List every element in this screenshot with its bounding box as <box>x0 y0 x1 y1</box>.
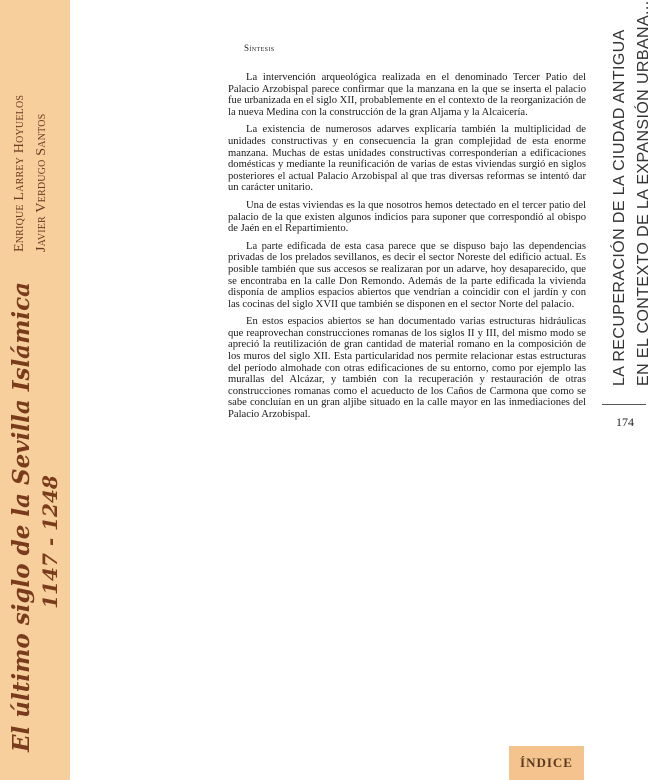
section-label: Síntesis <box>244 43 275 53</box>
running-head-line-2: EN EL CONTEXTO DE LA EXPANSIÓN URBANA... <box>635 0 652 386</box>
book-years: 1147 - 1248 <box>38 475 62 609</box>
author-1: Enrique Larrey Hoyuelos <box>12 94 27 252</box>
paragraph-3: Una de estas viviendas es la que nosotros hemos detectado en el tercer patio del palacio de la que existen algunos indicios para suponer que correspondió al obispo de Jaén en el Repartimiento. <box>228 199 586 235</box>
running-head-line-1: LA RECUPERACIÓN DE LA CIUDAD ANTIGUA <box>611 29 628 386</box>
paragraph-2: La existencia de numerosos adarves explicaría también la multiplicidad de unidades constructivas y en consecuencia la gran complejidad de esta enorme manzana. Muchas de estas unidades constructivas corresponderían a edificaciones domésticas y mediante la reunificación de varias de estas viviendas surgió en siglos posteriores el actual Palacio Arzobispal al que tras diversas reformas se intentó dar un carácter unitario. <box>228 124 586 194</box>
body-text <box>228 72 586 427</box>
paragraph-5: En estos espacios abiertos se han documentado varias estructuras hidráulicas que reaprovechan construcciones romanas de los siglos II y III, del mismo modo se apreció la reutilización de gran cantidad de material romano en la composición de los muros del siglo XII. Esta particularidad nos permite relacionar estas estructuras del período almohade con otras edificaciones de su entorno, como por ejemplo las murallas del Alcázar, y también con la recuperación y restauración de otras construcciones romanas como el acueducto de los Caños de Carmona que como se sabe concluían en un gran aljibe situado en la calle mayor en las inmediaciones del Palacio Arzobispal. <box>228 316 586 421</box>
running-head <box>608 0 656 386</box>
paragraph-1: La intervención arqueológica realizada en el denominado Tercer Patio del Palacio Arzobispal parece confirmar que la manzana en la que se inserta el palacio fue urbanizada en el siglo XII, probablemente en el contexto de la reorganización de la nueva Medina con la construcción de la gran Aljama y la Alcaicería. <box>228 72 586 118</box>
authors <box>9 95 53 252</box>
book-title <box>8 281 64 752</box>
page-number: 174 <box>616 415 634 429</box>
running-head-divider <box>602 404 646 405</box>
index-button[interactable]: ÍNDICE <box>509 746 584 780</box>
book-title-text: El último siglo de la Sevilla Islámica <box>8 281 35 752</box>
paragraph-4: La parte edificada de esta casa parece que se dispuso bajo las dependencias privadas de los prelados sevillanos, es decir el sector Noreste del edificio actual. Es posible también que sus accesos se realizaran por un adarve, hoy desaparecido, que se encontraba en la calle Don Remondo. Además de la parte edificada la vivienda disponía de amplios espacios abiertos que vendrían a coincidir con el jardín y con las cocinas del siglo XVII que también se disponen en el sector Norte del palacio. <box>228 240 586 310</box>
author-2: Javier Verdugo Santos <box>34 113 49 252</box>
